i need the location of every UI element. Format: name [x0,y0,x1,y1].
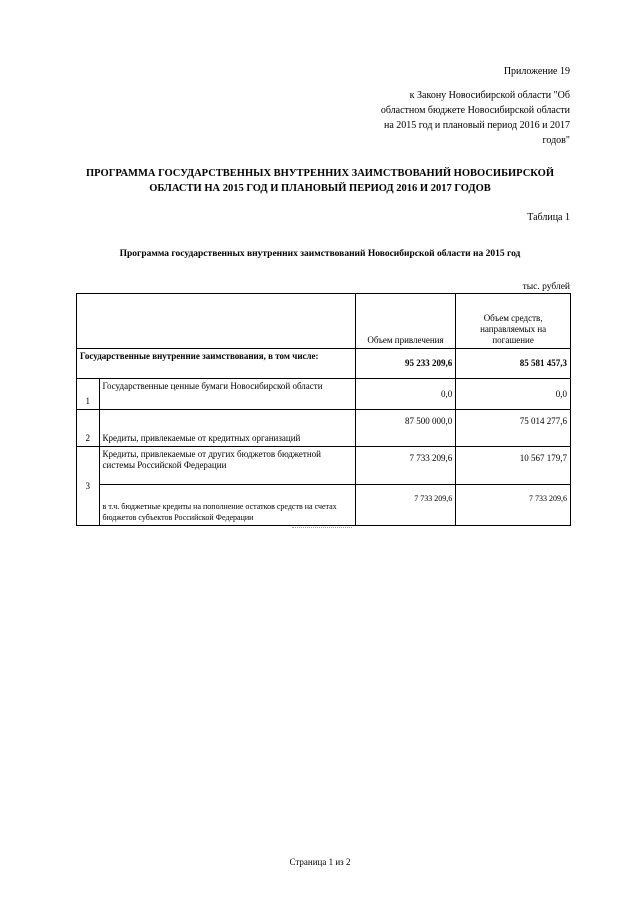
header-empty-cell [77,294,356,349]
borrowing-program-table [76,293,571,526]
title-line: ПРОГРАММА ГОСУДАРСТВЕННЫХ ВНУТРЕННИХ ЗАИМСТВОВАНИЙ НОВОСИБИРСКОЙ [86,168,554,179]
row-repay: 75 014 277,6 [456,410,571,447]
total-repay: 85 581 457,3 [456,349,571,379]
dotted-separator [292,527,352,528]
subrow-repay: 7 733 209,6 [456,485,571,526]
row-number: 3 [77,447,100,526]
law-line: годов" [542,135,570,146]
subrow-attract: 7 733 209,6 [355,485,455,526]
row-attract: 7 733 209,6 [355,447,455,485]
table-row [77,447,571,485]
table-row-total [77,349,571,379]
table-row [77,410,571,447]
header-attract: Объем привлечения [355,294,455,349]
row-name: Государственные ценные бумаги Новосибирской области [99,379,355,410]
row-name: Кредиты, привлекаемые от кредитных организаций [99,410,355,447]
law-line: к Закону Новосибирской области "Об [409,90,570,101]
row-name: Кредиты, привлекаемые от других бюджетов бюджетной системы Российской Федерации [99,447,355,485]
units-label: тыс. рублей [522,282,570,292]
table-subtitle: Программа государственных внутренних заимствований Новосибирской области на 2015 год [119,249,521,259]
header-repay: Объем средств, направляемых на погашение [456,294,571,349]
law-reference [310,88,570,148]
row-number: 1 [77,379,100,410]
page-footer: Страница 1 из 2 [289,857,351,867]
law-line: на 2015 год и плановый период 2016 и 2017 [383,120,570,131]
table-number: Таблица 1 [527,212,570,223]
total-attract: 95 233 209,6 [355,349,455,379]
table-header-row [77,294,571,349]
law-line: областном бюджете Новосибирской области [380,105,570,116]
row-attract: 0,0 [355,379,455,410]
row-attract: 87 500 000,0 [355,410,455,447]
document-title [70,166,570,196]
appendix-label: Приложение 19 [503,66,570,77]
row-repay: 0,0 [456,379,571,410]
title-line: ОБЛАСТИ НА 2015 ГОД И ПЛАНОВЫЙ ПЕРИОД 2016 И 2017 ГОДОВ [149,183,491,194]
row-number: 2 [77,410,100,447]
table-subrow [77,485,571,526]
row-repay: 10 567 179,7 [456,447,571,485]
total-name: Государственные внутренние заимствования, в том числе: [77,349,356,379]
table-row [77,379,571,410]
subrow-name: в т.ч. бюджетные кредиты на пополнение остатков средств на счетах бюджетов субъектов Российской Федерации [99,485,355,526]
